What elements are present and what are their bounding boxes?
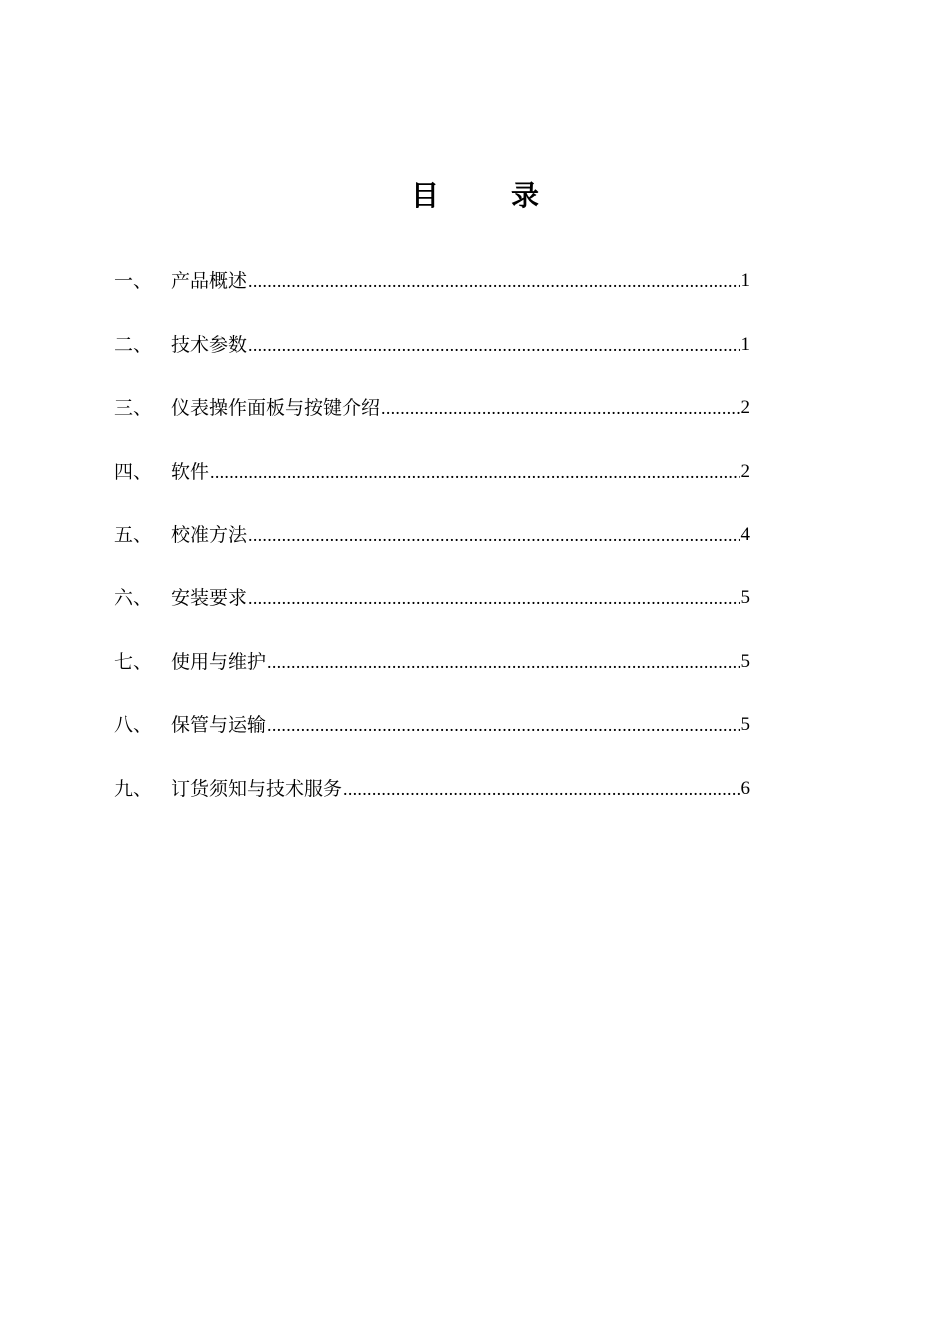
toc-entry[interactable] (114, 303, 750, 366)
toc-dot-leader (210, 450, 739, 494)
toc-entry-label: 保管与运输 (171, 714, 267, 737)
toc-list (114, 240, 750, 811)
toc-dot-leader (248, 323, 739, 367)
toc-entry[interactable] (114, 557, 750, 620)
toc-entry-page: 1 (740, 270, 750, 292)
toc-entry-page: 1 (740, 333, 750, 355)
toc-entry-label: 使用与维护 (171, 650, 267, 673)
toc-dot-leader (248, 259, 739, 303)
toc-entry-label: 安装要求 (171, 587, 248, 610)
toc-entry-number: 七、 (114, 650, 153, 673)
toc-entry-page: 5 (740, 650, 750, 672)
toc-dot-leader (248, 513, 739, 557)
toc-entry-page: 5 (740, 714, 750, 736)
toc-entry-number: 三、 (114, 397, 153, 420)
toc-dot-leader (343, 767, 739, 811)
toc-entry-number: 一、 (114, 270, 153, 293)
toc-entry[interactable] (114, 367, 750, 430)
toc-entry[interactable] (114, 240, 750, 303)
toc-entry-label: 仪表操作面板与按键介绍 (171, 397, 381, 420)
toc-title (0, 176, 950, 216)
toc-entry-number: 四、 (114, 460, 153, 483)
toc-entry[interactable] (114, 684, 750, 747)
toc-entry-page: 5 (740, 587, 750, 609)
toc-entry-number: 八、 (114, 714, 153, 737)
toc-entry-page: 6 (740, 777, 750, 799)
toc-entry[interactable] (114, 430, 750, 493)
toc-entry-label: 订货须知与技术服务 (171, 777, 343, 800)
toc-entry-page: 2 (740, 397, 750, 419)
toc-title-char-2: 录 (511, 179, 540, 212)
toc-dot-leader (267, 703, 739, 747)
toc-entry-number: 九、 (114, 777, 153, 800)
toc-entry-label: 校准方法 (171, 523, 248, 546)
toc-dot-leader (248, 576, 739, 620)
toc-entry-number: 五、 (114, 523, 153, 546)
toc-entry-label: 技术参数 (171, 333, 248, 356)
toc-entry-page: 2 (740, 460, 750, 482)
toc-entry[interactable] (114, 494, 750, 557)
toc-dot-leader (267, 640, 739, 684)
toc-entry[interactable] (114, 747, 750, 810)
toc-entry-number: 六、 (114, 587, 153, 610)
toc-entry-number: 二、 (114, 333, 153, 356)
toc-entry-label: 产品概述 (171, 270, 248, 293)
toc-entry-page: 4 (740, 523, 750, 545)
toc-title-char-1: 目 (410, 179, 439, 212)
toc-dot-leader (381, 386, 739, 430)
toc-entry-label: 软件 (171, 460, 210, 483)
toc-entry[interactable] (114, 620, 750, 683)
